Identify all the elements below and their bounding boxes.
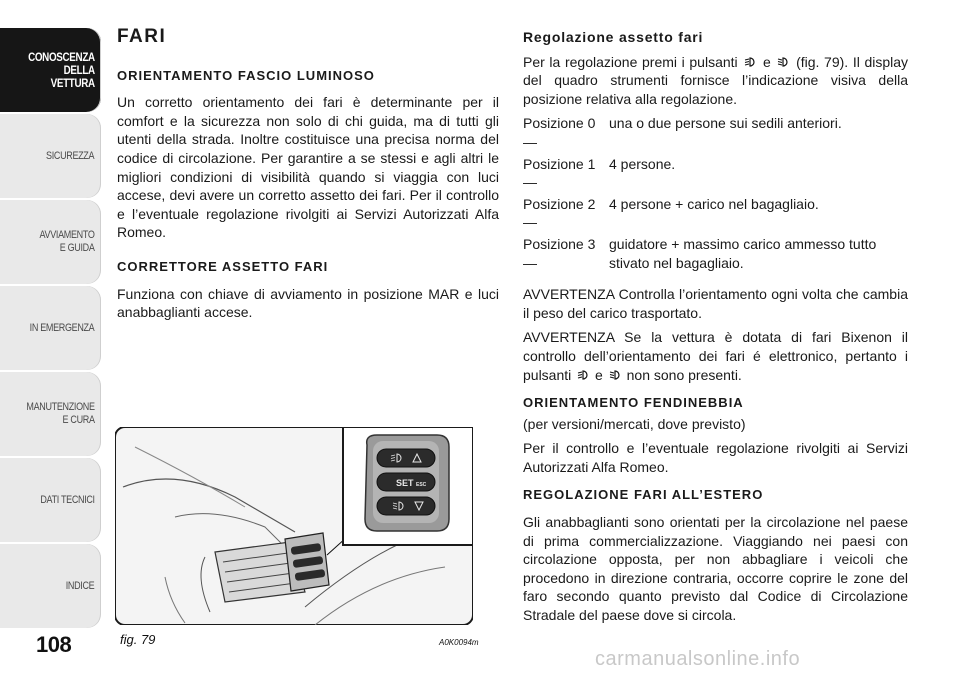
paragraph-avvertenza-bixenon [523, 328, 908, 384]
heading-estero: REGOLAZIONE FARI ALL’ESTERO [523, 487, 764, 503]
esc-button-sublabel: ESC [416, 482, 427, 488]
position-row [523, 114, 908, 151]
page-number: 108 [36, 632, 72, 657]
headlight-up-icon [577, 369, 589, 381]
paragraph-regolazione [523, 53, 908, 109]
paragraph-estero: Gli anabbaglianti sono orientati per la circolazione nel paese di prima commercializzazione. Viaggiando nei paesi con circolazione opposta, per non abbagliare i veicoli che procedono in direzione contraria, occorre coprire le zone del faro secondo quanto previsto dal Codice di Circolazione Stradale del paese dove si circola. [523, 514, 908, 624]
watermark: carmanualsonline.info [595, 648, 801, 670]
headlight-down-icon [777, 56, 789, 68]
position-text: 4 persone + carico nel bagagliaio. [609, 195, 819, 212]
text-span: e [762, 53, 771, 70]
figure-caption: fig. 79 [120, 632, 156, 647]
text-span: AVVERTENZA Se la vettura è dotata di fari Bixenon il controllo dell’orientamento dei fari é elettronico, pertanto i pulsanti [523, 329, 908, 383]
dashboard-illustration [115, 427, 473, 625]
tab-label: INDICE [65, 579, 95, 592]
position-label: Posizione 0 — [523, 115, 596, 150]
position-text: guidatore + massimo carico ammesso tutto stivato nel bagagliaio. [609, 235, 877, 271]
paragraph-orientamento: Un corretto orientamento dei fari è determinante per il comfort e la sicurezza non solo di chi guida, ma di tutti gli utenti della strada. Inoltre costituisce una precisa norma del codice di circolazione. Per garantire a se stessi e agli altri le migliori condizioni di visibilità quando si viaggia con luci accese, devi avere un corretto assetto dei fari. Per il controllo e l’eventuale regolazione rivolgiti ai Servizi Autorizzati Alfa Romeo. [117, 94, 499, 241]
tab-in-emergenza[interactable] [0, 286, 101, 370]
text-span: Per la regolazione premi i pulsanti [523, 53, 738, 70]
heading-regolazione: Regolazione assetto fari [523, 29, 704, 45]
paragraph-fendinebbia: Per il controllo e l’eventuale regolazione rivolgiti ai Servizi Autorizzati Alfa Romeo. [523, 440, 908, 475]
headlight-down-icon [609, 369, 621, 381]
tab-sicurezza[interactable] [0, 114, 101, 198]
tab-avviamento-e-guida[interactable] [0, 200, 101, 284]
position-row [523, 195, 908, 232]
tab-label: IN EMERGENZA [29, 321, 95, 334]
tab-dati-tecnici[interactable] [0, 458, 101, 542]
position-label: Posizione 3 — [523, 235, 596, 271]
tab-conoscenza-della-vettura[interactable] [0, 28, 101, 112]
headlight-up-icon [744, 56, 756, 68]
paragraph-avvertenza-peso: AVVERTENZA Controlla l’orientamento ogni volta che cambia il peso del carico trasportato. [523, 286, 908, 321]
tab-label: AVVIAMENTO E GUIDA [39, 229, 95, 254]
tab-manutenzione-e-cura[interactable] [0, 372, 101, 456]
figure-79 [115, 427, 473, 625]
section-title: FARI [117, 26, 167, 47]
fendinebbia-subtitle: (per versioni/mercati, dove previsto) [523, 415, 746, 432]
heading-correttore: CORRETTORE ASSETTO FARI [117, 258, 329, 274]
set-button-label: SET [396, 478, 414, 488]
tab-label: CONOSCENZA DELLA VETTURA [27, 49, 95, 90]
left-column [117, 28, 499, 322]
text-span: (fig. 79). Il display del quadro strumenti fornisce l’indicazione visiva della posizione relativa alla regolazione. [523, 53, 909, 107]
heading-fendinebbia: ORIENTAMENTO FENDINEBBIA [523, 395, 744, 411]
position-row [523, 235, 908, 272]
position-text: una o due persone sui sedili anteriori. [609, 115, 842, 132]
tab-label: DATI TECNICI [40, 493, 95, 506]
text-span: e [595, 366, 603, 383]
heading-orientamento: ORIENTAMENTO FASCIO LUMINOSO [117, 67, 375, 83]
text-span: non sono presenti. [626, 366, 742, 383]
figure-code: A0K0094m [439, 638, 479, 647]
tab-indice[interactable] [0, 544, 101, 628]
position-text: 4 persone. [609, 155, 676, 172]
tab-label: SICUREZZA [46, 149, 95, 162]
right-column [523, 28, 908, 625]
tab-label: MANUTENZIONE E CURA [26, 401, 95, 426]
position-row [523, 155, 908, 192]
paragraph-correttore: Funziona con chiave di avviamento in posizione MAR e luci anabbaglianti accese. [117, 285, 499, 321]
position-label: Posizione 2 — [523, 195, 596, 231]
position-label: Posizione 1 — [523, 155, 596, 191]
